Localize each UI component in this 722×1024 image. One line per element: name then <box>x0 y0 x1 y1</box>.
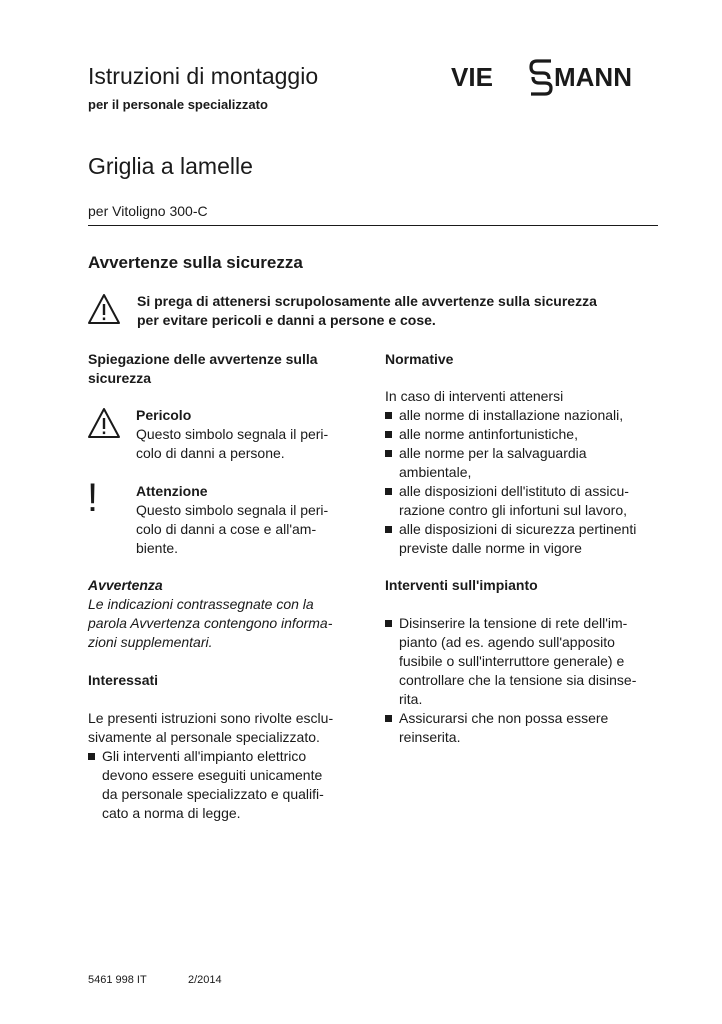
target-bullet-list <box>88 747 378 823</box>
list-item <box>385 444 675 482</box>
header-divider <box>88 225 658 226</box>
norms-intro: In caso di interventi attenersi <box>385 388 564 404</box>
list-item-line: alle disposizioni dell'istituto di assicu- <box>399 483 629 499</box>
work-list <box>385 614 675 747</box>
list-item-line: alle norme antinfortunistiche, <box>399 426 578 442</box>
list-item-line: controllare che la tensione sia disinse- <box>399 672 637 688</box>
target-text-line: Le presenti istruzioni sono rivolte esclu- <box>88 710 334 726</box>
list-item <box>385 425 675 444</box>
explain-heading-line: Spiegazione delle avvertenze sulla <box>88 351 318 367</box>
norms-heading: Normative <box>385 351 454 367</box>
note-text-line: Le indicazioni contrassegnate con la <box>88 596 314 612</box>
note-title: Avvertenza <box>88 577 163 593</box>
safety-intro-line: per evitare pericoli e danni a persone e cose. <box>137 312 436 328</box>
target-heading: Interessati <box>88 672 159 688</box>
product-title: Griglia a lamelle <box>88 153 253 179</box>
norms-block <box>385 387 675 558</box>
attention-text-line: Questo simbolo segnala il peri- <box>136 502 329 518</box>
list-item <box>385 406 675 425</box>
list-item-line: Disinserire la tensione di rete dell'im- <box>399 615 628 631</box>
list-item-line: razione contro gli infortuni sul lavoro, <box>399 502 628 518</box>
list-item-line: alle disposizioni di sicurezza pertinenti <box>399 521 637 537</box>
list-item-line: pianto (ad es. agendo sull'apposito <box>399 634 615 650</box>
note-block <box>88 576 378 652</box>
list-item-line: Assicurarsi che non possa essere <box>399 710 609 726</box>
logo-text-left: VIE <box>451 62 493 92</box>
document-date: 2/2014 <box>188 974 222 986</box>
attention-text-line: biente. <box>136 540 179 556</box>
list-item <box>385 709 675 747</box>
list-item-line: fusibile o sull'interruttore generale) e <box>399 653 625 669</box>
list-item-line: devono essere eseguiti unicamente <box>102 767 323 783</box>
work-block <box>385 614 675 747</box>
safety-intro-line: Si prega di attenersi scrupolosamente alle avvertenze sulla sicurezza <box>137 293 597 309</box>
explain-heading <box>88 350 378 388</box>
attention-title: Attenzione <box>136 483 208 499</box>
safety-intro <box>137 292 667 330</box>
document-subtitle: per il personale specializzato <box>88 97 268 112</box>
list-item-line: cato a norma di legge. <box>102 805 241 821</box>
list-item-line: ambientale, <box>399 464 472 480</box>
logo-text-right: MANN <box>554 62 632 92</box>
list-item <box>385 520 675 558</box>
work-heading: Interventi sull'impianto <box>385 577 538 593</box>
warning-triangle-icon <box>87 293 121 325</box>
list-item <box>385 482 675 520</box>
danger-title: Pericolo <box>136 407 192 423</box>
danger-text-line: colo di danni a persone. <box>136 445 285 461</box>
product-subtitle: per Vitoligno 300-C <box>88 203 208 219</box>
safety-section-title: Avvertenze sulla sicurezza <box>88 253 303 272</box>
logo-double-s-icon <box>531 61 551 94</box>
list-item <box>385 614 675 709</box>
explain-heading-line: sicurezza <box>88 370 152 386</box>
attention-text-line: colo di danni a cose e all'am- <box>136 521 317 537</box>
danger-triangle-icon <box>87 407 121 439</box>
list-item-line: previste dalle norme in vigore <box>399 540 582 556</box>
viessmann-logo <box>451 57 658 97</box>
norms-list <box>385 406 675 558</box>
target-text-line: sivamente al personale specializzato. <box>88 729 320 745</box>
document-code: 5461 998 IT <box>88 974 147 986</box>
note-text-line: parola Avvertenza contengono informa- <box>88 615 333 631</box>
document-title: Istruzioni di montaggio <box>88 63 319 89</box>
list-item-line: alle norme per la salvaguardia <box>399 445 587 461</box>
list-item <box>88 747 378 823</box>
list-item-line: rita. <box>399 691 423 707</box>
danger-explanation <box>136 406 366 463</box>
list-item-line: alle norme di installazione nazionali, <box>399 407 624 423</box>
list-item-line: reinserita. <box>399 729 461 745</box>
list-item-line: da personale specializzato e qualifi- <box>102 786 324 802</box>
attention-explanation <box>136 482 366 558</box>
target-block <box>88 709 378 823</box>
list-item-line: Gli interventi all'impianto elettrico <box>102 748 307 764</box>
danger-text-line: Questo simbolo segnala il peri- <box>136 426 329 442</box>
exclamation-icon: ! <box>87 476 99 520</box>
note-text-line: zioni supplementari. <box>88 634 213 650</box>
